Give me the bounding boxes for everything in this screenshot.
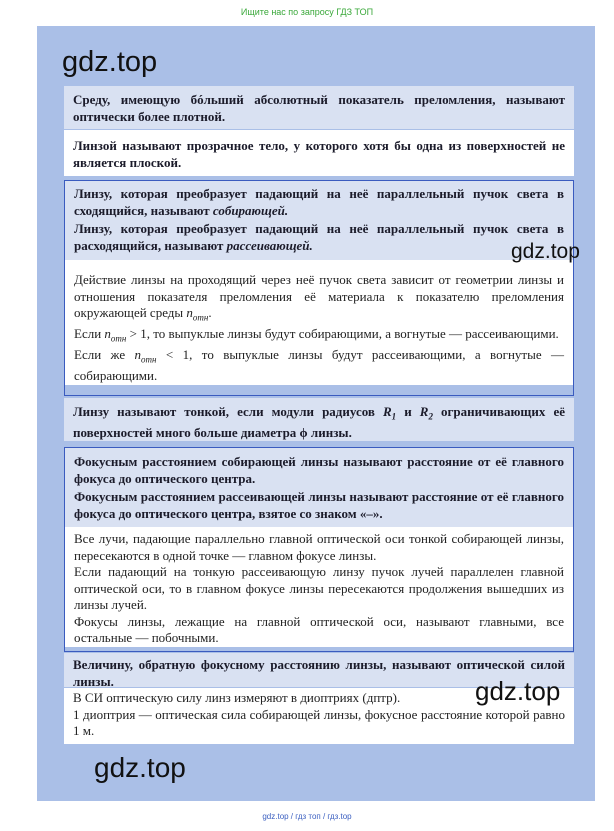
lens-action-text — [65, 260, 573, 385]
n-symbol: n — [104, 326, 111, 342]
thin-text: Линзу называют тонкой, если модули радиусов — [73, 404, 383, 419]
rays-paragraph: Если падающий на тонкую рассеивающую линзу пучок лучей параллелен главной оптической оси, то в главном фокусе линзы пересекаются продолжения вышедших из линзы лучей. — [74, 564, 564, 612]
units-paragraph: В СИ оптическую силу линз измеряют в диоптриях (дптр). — [73, 690, 401, 705]
thin-text: ограничивающих её поверхностей много больше диаметра ϕ линзы. — [73, 404, 565, 441]
watermark: gdz.top — [475, 676, 561, 706]
r2-symbol: R — [419, 404, 429, 419]
r1-symbol: R — [383, 404, 392, 419]
converging-text: Линзу, которая преобразует падающий на неё параллельный пучок света в сходящийся, называют — [74, 186, 564, 218]
thin-text: и — [396, 404, 420, 419]
definition-dense-medium — [64, 86, 574, 129]
case-text: Если же — [74, 347, 135, 363]
rays-paragraph: Все лучи, падающие параллельно главной оптической оси тонкой собирающей линзы, пересекаются в одной точке — главном фокусе линзы. — [74, 531, 564, 563]
diverging-text: Линзу, которая преобразует падающий на неё параллельный пучок света в расходящийся, называют — [74, 221, 564, 253]
n-subscript: отн — [192, 312, 209, 323]
footer-note: gdz.top / гдз топ / гдз.top — [262, 812, 352, 821]
header-note: Ищите нас по запросу ГДЗ ТОП — [240, 7, 374, 17]
focal-diverging: Фокусным расстоянием рассеивающей линзы называют расстояние от её главного фокуса до оптического центра, взятое со знаком «–». — [74, 489, 564, 521]
case-text: > 1, то выпуклые линзы будут собирающими, а вогнутые — рассеивающими. — [126, 326, 559, 342]
focal-definitions — [65, 448, 573, 527]
watermark: gdz.top — [511, 240, 580, 263]
definition-lens — [64, 130, 574, 176]
converging-definition — [74, 186, 564, 219]
focal-converging: Фокусным расстоянием собирающей линзы называют расстояние от её главного фокуса до оптического центра. — [74, 454, 564, 486]
focal-text — [65, 527, 573, 647]
diverging-definition — [74, 221, 564, 254]
n-symbol: n — [186, 305, 193, 320]
n-subscript: отн — [141, 354, 157, 365]
definition-text: Линзой называют прозрачное тело, у которого хотя бы одна из поверхностей не является плоской. — [73, 138, 565, 170]
case-text: Если — [74, 326, 105, 342]
n-symbol: n — [134, 347, 142, 363]
case-greater — [74, 326, 564, 347]
r2-subscript: 2 — [428, 411, 433, 422]
r1-subscript: 1 — [391, 411, 397, 422]
rays-paragraph: Фокусы линзы, лежащие на главной оптической оси, называют главными, все остальные — побочными. — [74, 613, 564, 645]
units-paragraph: 1 диоптрия — оптическая сила собирающей линзы, фокусное расстояние которой равно 1 м. — [73, 706, 565, 738]
diverging-term: рассеивающей. — [226, 237, 313, 253]
definition-text: Величину, обратную фокусному расстоянию линзы, называют оптической силой линзы. — [73, 657, 565, 689]
action-paragraph: Действие линзы на проходящий через неё пучок света зависит от геометрии линзы и отношения показателя преломления её материала к показателю преломления окружающей среды $n_{отн}$. — [74, 272, 564, 323]
focal-section — [64, 447, 574, 652]
definition-thin-lens — [64, 398, 574, 441]
converging-term: собирающей. — [212, 202, 289, 218]
definition-text — [73, 404, 565, 442]
definition-text: Среду, имеющую бóльший абсолютный показатель преломления, называют оптически более плотной. — [73, 92, 565, 124]
lens-types-definitions — [65, 181, 573, 260]
case-less — [74, 347, 564, 385]
watermark: gdz.top — [94, 752, 186, 783]
action-text: Действие линзы на проходящий через неё пучок света зависит от геометрии линзы и отношения показателя преломления её материала к показателю преломления окружающей среды — [74, 272, 564, 320]
lens-types-section — [64, 180, 574, 396]
case-text: < 1, то выпуклые линзы будут рассеивающими, а вогнутые — собирающими. — [74, 347, 564, 384]
n-subscript: отн — [110, 333, 127, 344]
watermark: gdz.top — [62, 46, 158, 78]
